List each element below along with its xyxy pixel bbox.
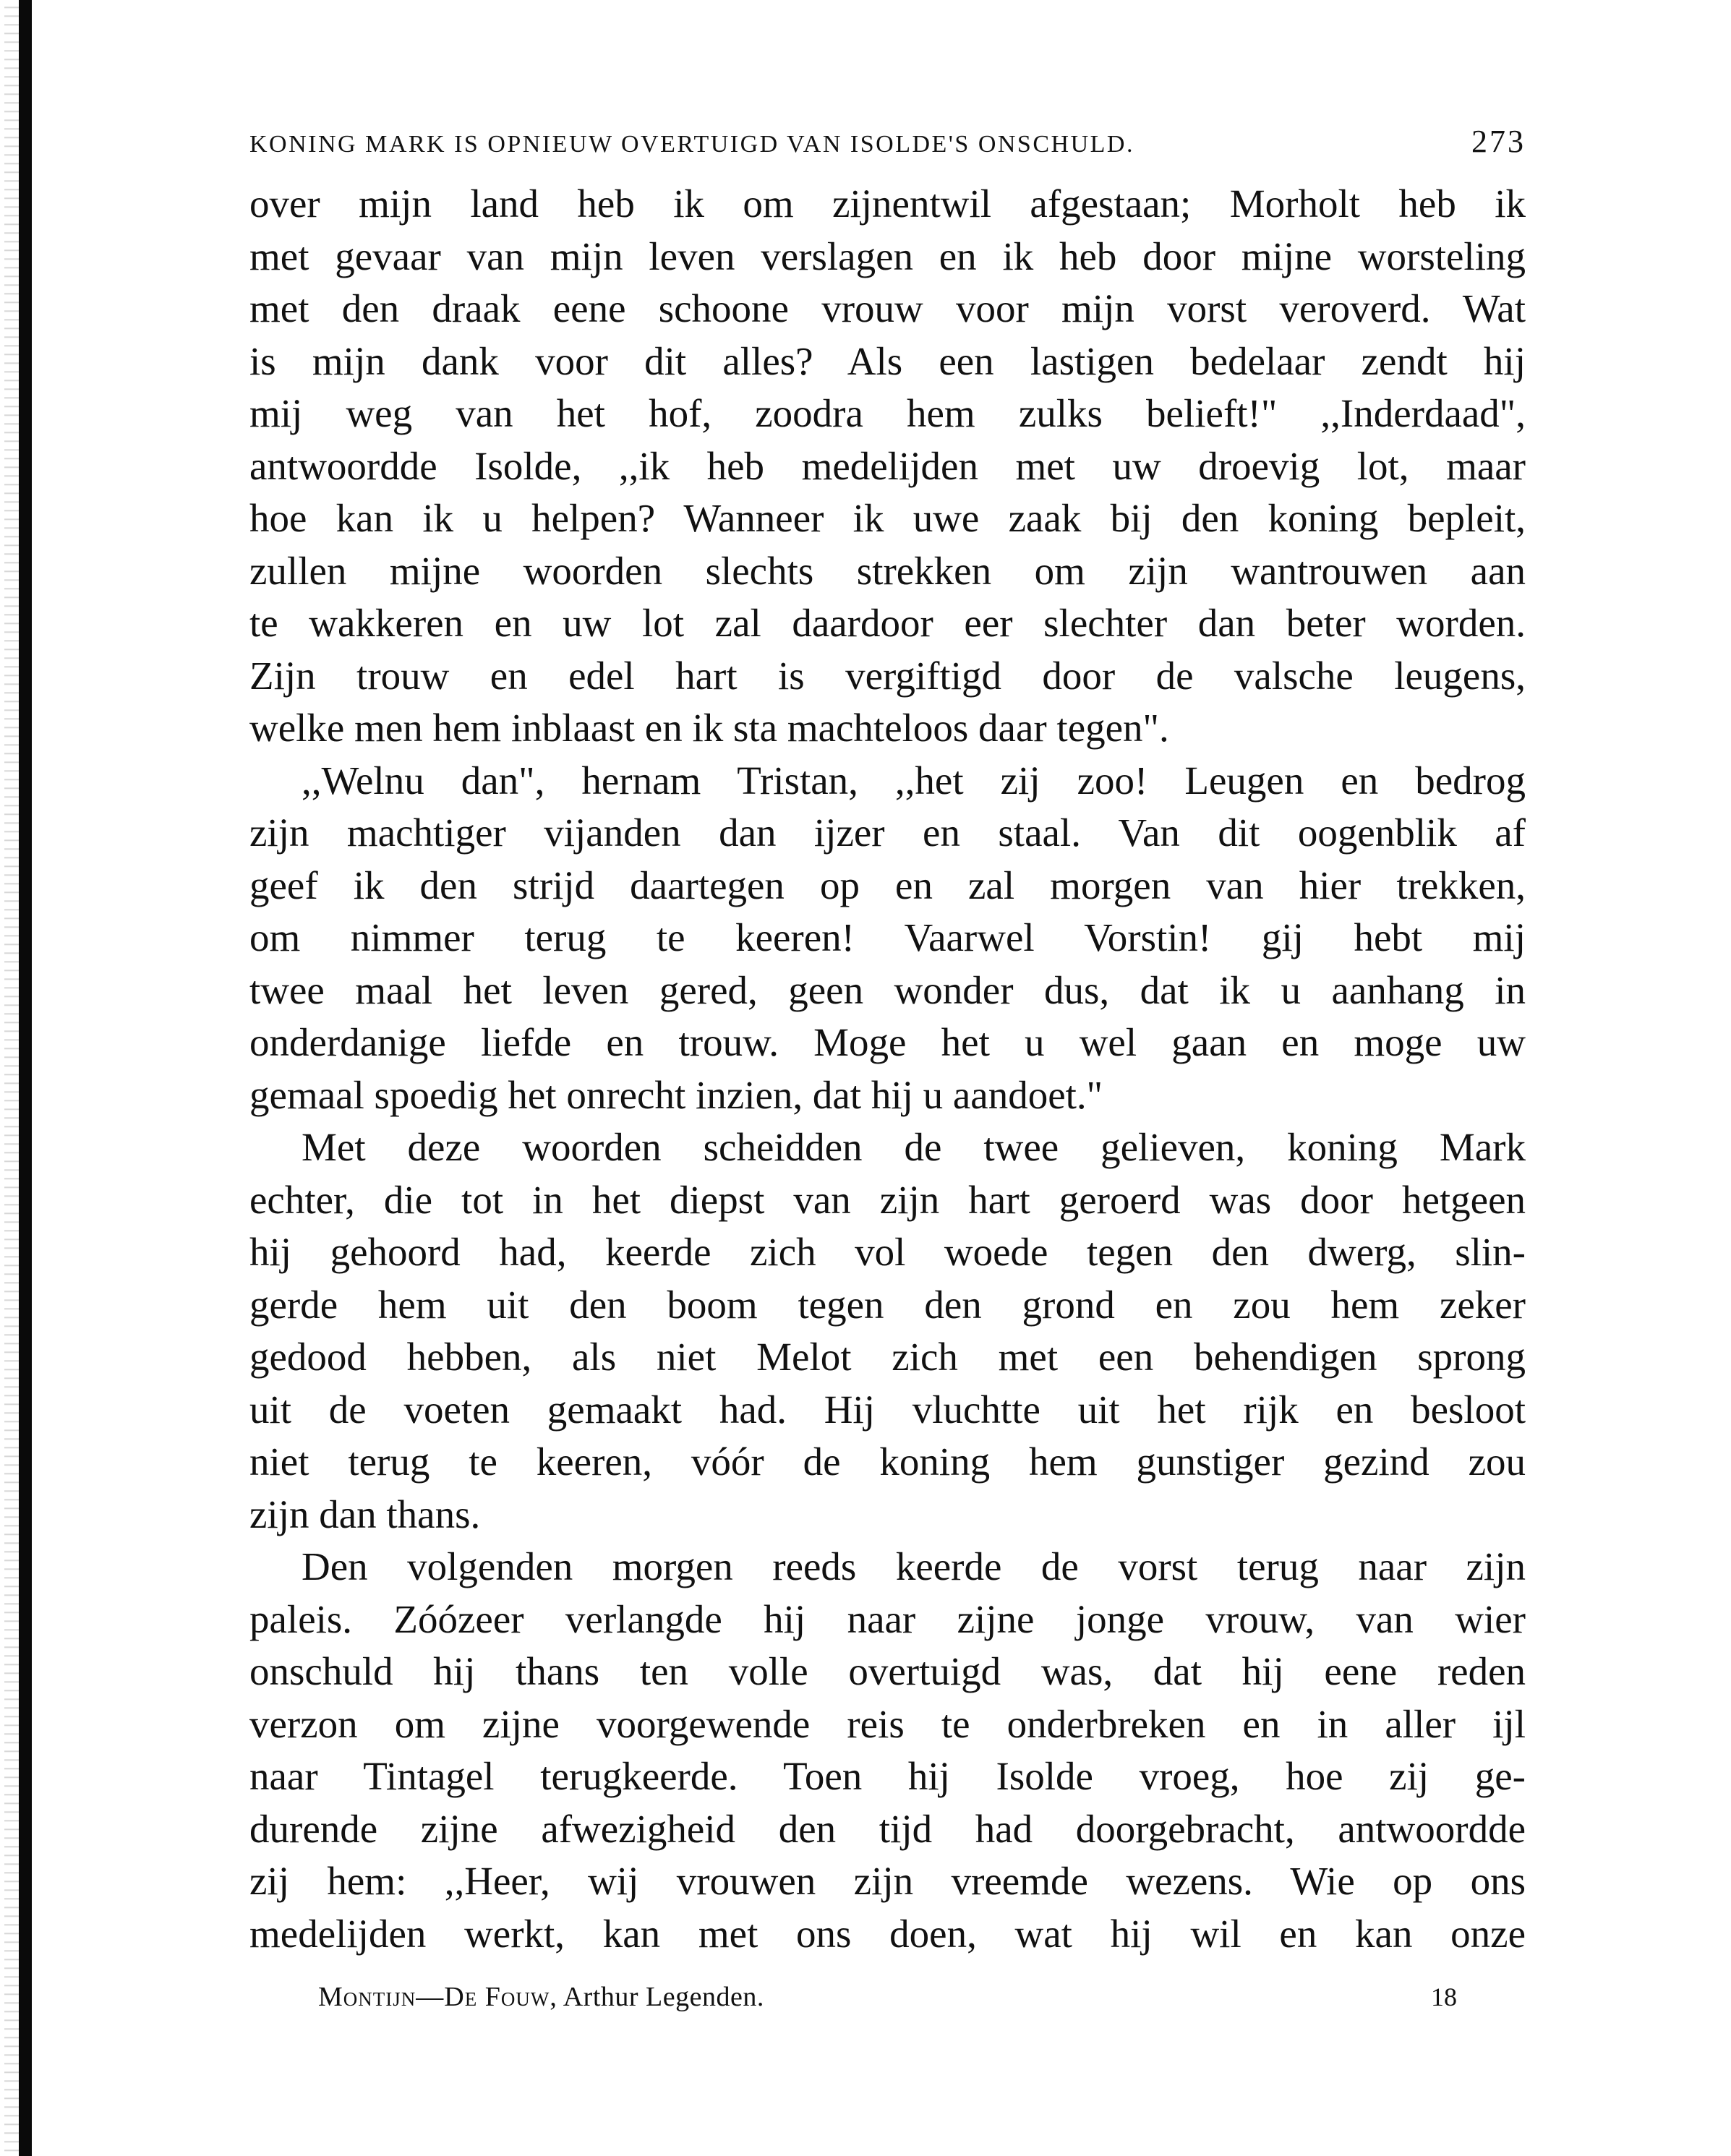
book-page bbox=[249, 123, 1526, 1960]
text-line: zij hem: ,,Heer, wij vrouwen zijn vreemde wezens. Wie op ons bbox=[249, 1859, 1526, 1903]
text-line: ,,Welnu dan", hernam Tristan, ,,het zij zoo! Leugen en bedrog bbox=[302, 758, 1526, 803]
text-line: over mijn land heb ik om zijnentwil afgestaan; Morholt heb ik bbox=[249, 181, 1526, 226]
text-line: zijn dan thans. bbox=[249, 1492, 481, 1536]
sheet-number: 18 bbox=[1431, 1982, 1457, 2011]
text-line: niet terug te keeren, vóór de koning hem gunstiger gezind zou bbox=[249, 1440, 1526, 1484]
text-line: gerde hem uit den boom tegen den grond en zou hem zeker bbox=[249, 1282, 1526, 1327]
text-line: antwoordde Isolde, ,,ik heb medelijden met uw droevig lot, maar bbox=[249, 443, 1526, 488]
running-head bbox=[249, 123, 1526, 174]
text-line: zullen mijne woorden slechts strekken om zijn wantrouwen aan bbox=[249, 548, 1526, 593]
text-line: echter, die tot in het diepst van zijn hart geroerd was door hetgeen bbox=[249, 1177, 1526, 1222]
text-line: uit de voeten gemaakt had. Hij vluchtte uit het rijk en besloot bbox=[249, 1387, 1526, 1432]
text-line: gemaal spoedig het onrecht inzien, dat hij u aandoet." bbox=[249, 1072, 1103, 1117]
text-line: gedood hebben, als niet Melot zich met een behendigen sprong bbox=[249, 1335, 1526, 1379]
book-title: Arthur Legenden. bbox=[563, 1982, 764, 2012]
page-number: 273 bbox=[1471, 124, 1526, 159]
text-line: zijn machtiger vijanden dan ijzer en staal. Van dit oogenblik af bbox=[249, 810, 1526, 855]
text-line: medelijden werkt, kan met ons doen, wat hij wil en kan onze bbox=[249, 1911, 1526, 1956]
text-line: durende zijne afwezigheid den tijd had doorgebracht, antwoordde bbox=[249, 1806, 1526, 1851]
body-text bbox=[249, 178, 1526, 1960]
text-line: hoe kan ik u helpen? Wanneer ik uwe zaak bij den koning bepleit, bbox=[249, 496, 1526, 540]
text-line: met gevaar van mijn leven verslagen en ik heb door mijne worsteling bbox=[249, 234, 1526, 278]
text-line: met den draak eene schoone vrouw voor mijn vorst veroverd. Wat bbox=[249, 286, 1526, 330]
page-footer bbox=[318, 1981, 1475, 2013]
text-line: verzon om zijne voorgewende reis te onderbreken en in aller ijl bbox=[249, 1701, 1526, 1746]
text-line: om nimmer terug te keeren! Vaarwel Vorstin! gij hebt mij bbox=[249, 915, 1526, 959]
text-line: twee maal het leven gered, geen wonder dus, dat ik u aanhang in bbox=[249, 967, 1526, 1012]
text-line: Zijn trouw en edel hart is vergiftigd door de valsche leugens, bbox=[249, 653, 1526, 698]
text-line: hij gehoord had, keerde zich vol woede tegen den dwerg, slin- bbox=[249, 1230, 1526, 1274]
text-line: is mijn dank voor dit alles? Als een lastigen bedelaar zendt hij bbox=[249, 338, 1526, 383]
text-line: te wakkeren en uw lot zal daardoor eer slechter dan beter worden. bbox=[249, 601, 1526, 645]
text-line: Den volgenden morgen reeds keerde de vorst terug naar zijn bbox=[302, 1544, 1526, 1588]
author-signature: Montijn—De Fouw, bbox=[318, 1982, 557, 2012]
text-line: naar Tintagel terugkeerde. Toen hij Isolde vroeg, hoe zij ge- bbox=[249, 1754, 1526, 1798]
text-line: paleis. Zóózeer verlangde hij naar zijne jonge vrouw, van wier bbox=[249, 1596, 1526, 1641]
text-line: mij weg van het hof, zoodra hem zulks belieft!" ,,Inderdaad", bbox=[249, 391, 1526, 435]
signature-line bbox=[318, 1981, 764, 2013]
text-line: geef ik den strijd daartegen op en zal morgen van hier trekken, bbox=[249, 863, 1526, 907]
text-line: Met deze woorden scheidden de twee gelieven, koning Mark bbox=[302, 1125, 1526, 1169]
text-line: onschuld hij thans ten volle overtuigd was, dat hij eene reden bbox=[249, 1649, 1526, 1693]
text-line: welke men hem inblaast en ik sta machteloos daar tegen". bbox=[249, 706, 1169, 750]
text-line: onderdanige liefde en trouw. Moge het u wel gaan en moge uw bbox=[249, 1020, 1526, 1064]
running-title: KONING MARK IS OPNIEUW OVERTUIGD VAN ISOLDE'S ONSCHULD. bbox=[249, 131, 1134, 158]
binding-edge bbox=[19, 0, 32, 2156]
binding-shadow-speckle bbox=[4, 0, 19, 2156]
